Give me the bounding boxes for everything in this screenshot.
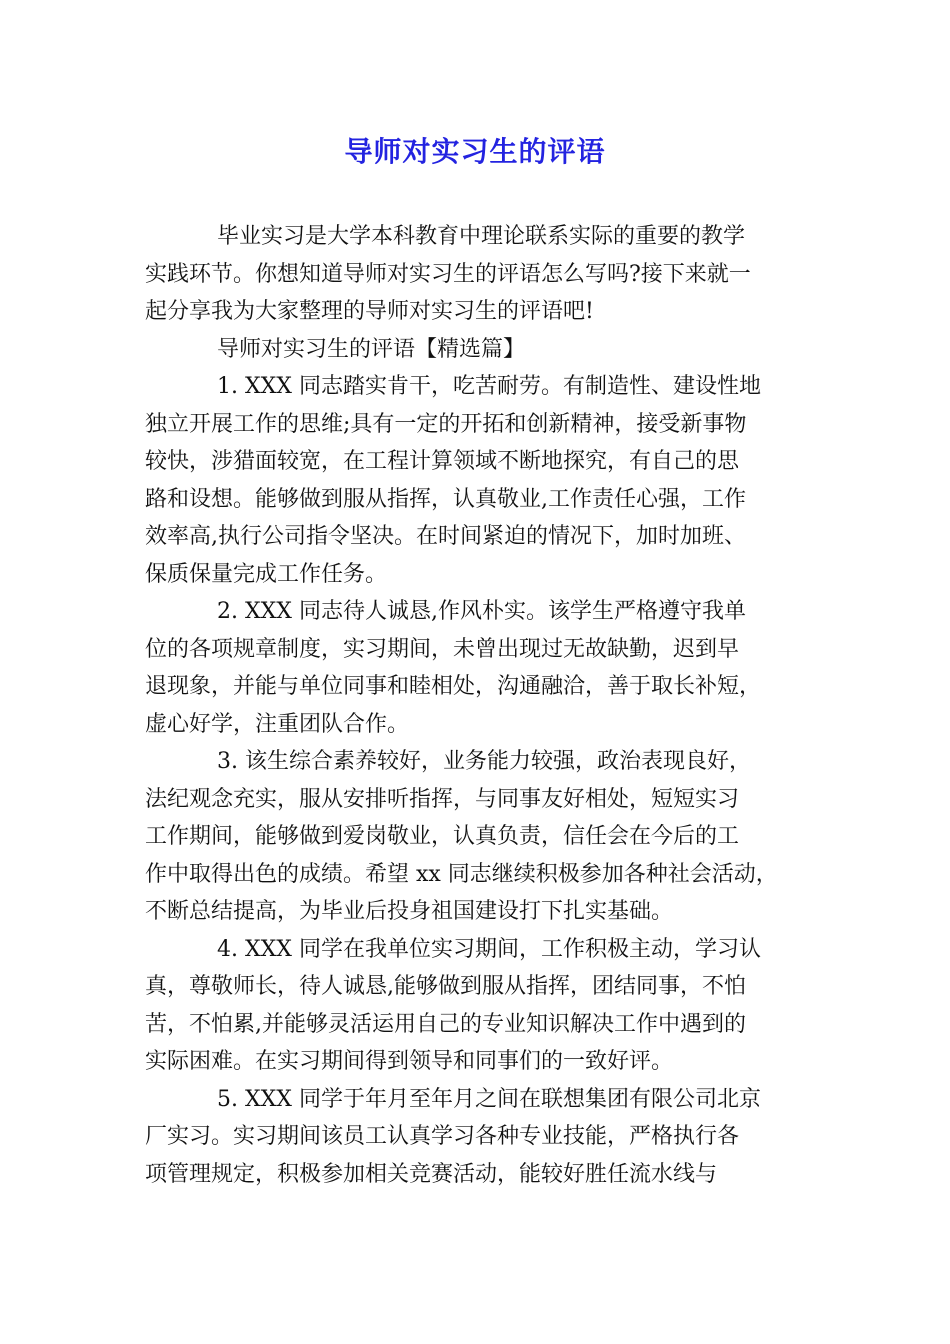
text-line: 起分享我为大家整理的导师对实习生的评语吧!	[145, 299, 594, 324]
document-body	[145, 218, 825, 1193]
text-line: 真，尊敬师长，待人诚恳,能够做到服从指挥，团结同事，不怕	[145, 974, 746, 999]
text-line: 较快，涉猎面较宽，在工程计算领域不断地探究，有自己的思	[145, 449, 740, 474]
text-line: 位的各项规章制度，实习期间，未曾出现过无故缺勤，迟到早	[145, 636, 740, 662]
document-title: 导师对实习生的评语	[344, 135, 606, 168]
text-line: 4. XXX 同学在我单位实习期间，工作积极主动，学习认	[217, 936, 761, 962]
text-line: 1. XXX 同志踏实肯干，吃苦耐劳。有制造性、建设性地	[217, 374, 761, 399]
text-line: 作中取得出色的成绩。希望 xx 同志继续积极参加各种社会活动，	[145, 861, 778, 887]
text-line: 不断总结提高，为毕业后投身祖国建设打下扎实基础。	[145, 899, 674, 924]
text-line: 效率高,执行公司指令坚决。在时间紧迫的情况下，加时加班、	[145, 524, 746, 549]
text-line: 2. XXX 同志待人诚恳,作风朴实。该学生严格遵守我单	[217, 599, 746, 624]
text-line: 法纪观念充实，服从安排听指挥，与同事友好相处，短短实习	[145, 786, 740, 812]
text-line: 虚心好学，注重团队合作。	[145, 711, 410, 737]
text-line: 3. 该生综合素养较好，业务能力较强，政治表现良好，	[217, 749, 751, 774]
text-line: 厂实习。实习期间该员工认真学习各种专业技能，严格执行各	[145, 1124, 740, 1149]
text-line: 工作期间，能够做到爱岗敬业，认真负责，信任会在今后的工	[145, 824, 740, 849]
text-line: 导师对实习生的评语【精选篇】	[217, 336, 526, 362]
text-line: 毕业实习是大学本科教育中理论联系实际的重要的教学	[217, 224, 746, 249]
text-line: 路和设想。能够做到服从指挥，认真敬业,工作责任心强，工作	[145, 486, 746, 512]
text-line: 退现象，并能与单位同事和睦相处，沟通融洽，善于取长补短，	[145, 674, 762, 699]
text-line: 独立开展工作的思维;具有一定的开拓和创新精神，接受新事物	[145, 411, 747, 437]
text-line: 保质保量完成工作任务。	[145, 561, 388, 587]
text-line: 5. XXX 同学于年月至年月之间在联想集团有限公司北京	[217, 1086, 761, 1112]
text-line: 实践环节。你想知道导师对实习生的评语怎么写吗?接下来就一	[145, 261, 751, 287]
text-line: 实际困难。在实习期间得到领导和同事们的一致好评。	[145, 1049, 674, 1074]
text-line: 苦，不怕累,并能够灵活运用自己的专业知识解决工作中遇到的	[145, 1011, 746, 1037]
text-line: 项管理规定，积极参加相关竞赛活动，能较好胜任流水线与	[145, 1161, 718, 1187]
